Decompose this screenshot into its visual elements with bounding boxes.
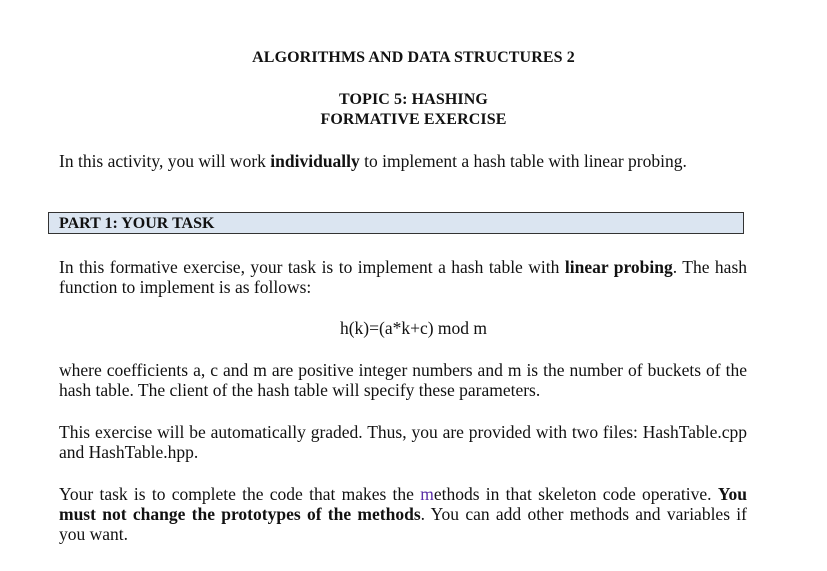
topic-title: TOPIC 5: HASHING [339,91,488,108]
task-paragraph-3: This exercise will be automatically graded. Thus, you are provided with two files: HashTable.cpp and HashTable.hpp. [59,422,747,462]
hash-formula: h(k)=(a*k+c) mod m [339,318,488,338]
intro-text-after: to implement a hash table with linear probing. [359,151,687,171]
section-header [48,212,744,234]
intro-text-before: In this activity, you will work [59,151,271,171]
task-p4-after: . You can add other methods and variables if you want. [59,504,747,544]
task-paragraph-2: where coefficients a, c and m are positive integer numbers and m is the number of buckets of the hash table. The client of the hash table will specify these parameters. [59,360,747,400]
task-p4-mid: ethods in that skeleton code operative. [433,484,718,504]
task-p1-before: In this formative exercise, your task is to implement a hash table with [59,257,565,277]
exercise-subtitle: FORMATIVE EXERCISE [320,111,507,128]
task-p1-bold: linear probing [564,257,673,277]
intro-paragraph [59,151,747,171]
task-p4-before: Your task is to complete the code that makes the [59,484,421,504]
task-paragraph-4 [59,484,747,544]
task-p4-accent-m: m [420,484,434,504]
task-p4-bold: You must not change the prototypes of the methods [59,484,747,524]
task-paragraph-1 [59,257,747,297]
section-title: PART 1: YOUR TASK [59,215,215,232]
task-p1-after: . The hash function to implement is as follows: [59,257,748,297]
course-title: ALGORITHMS AND DATA STRUCTURES 2 [252,49,575,66]
intro-bold: individually [270,151,360,171]
